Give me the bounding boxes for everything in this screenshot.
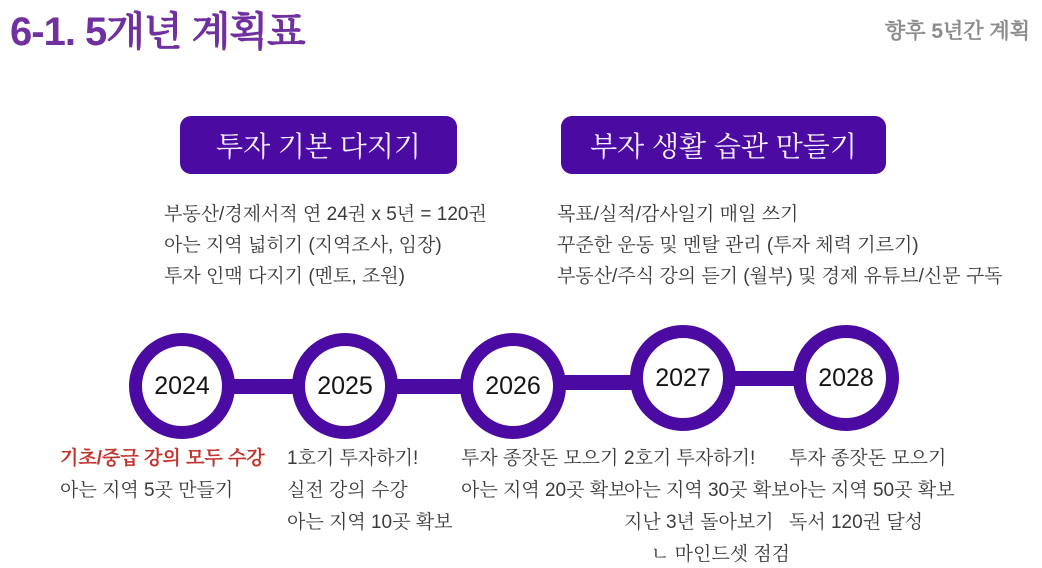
year-label: 2024	[154, 371, 210, 400]
goals-2028	[789, 443, 954, 539]
text-line: 아는 지역 20곳 확보	[461, 480, 627, 501]
year-label: 2025	[317, 371, 373, 400]
text-line: 기초/중급 강의 모두 수강	[60, 448, 265, 469]
text-line: 아는 지역 50곳 확보	[789, 480, 955, 501]
section-header-investment-basics: 투자 기본 다지기	[180, 116, 457, 174]
text-line: 목표/실적/감사일기 매일 쓰기	[557, 204, 799, 225]
text-line: 지난 3년 돌아보기	[624, 512, 774, 533]
section-header-rich-habits: 부자 생활 습관 만들기	[561, 116, 886, 174]
text-line: 아는 지역 5곳 만들기	[60, 480, 234, 501]
text-line: 투자 인맥 다지기 (멘토, 조원)	[164, 266, 405, 287]
text-line: 아는 지역 10곳 확보	[287, 512, 453, 533]
text-line: 1호기 투자하기!	[287, 448, 419, 469]
text-line: 실전 강의 수강	[287, 480, 408, 501]
text-line: 아는 지역 30곳 확보	[624, 480, 790, 501]
timeline-node-2024	[129, 333, 235, 439]
year-label: 2027	[655, 363, 711, 392]
text-line: 부동산/경제서적 연 24권 x 5년 = 120권	[164, 204, 487, 225]
text-line: 꾸준한 운동 및 멘탈 관리 (투자 체력 기르기)	[557, 235, 919, 256]
year-label: 2028	[818, 363, 874, 392]
text-line: 투자 종잣돈 모으기	[789, 448, 947, 469]
goals-2024	[60, 443, 265, 507]
section-items-investment-basics	[164, 199, 487, 292]
text-line: 2호기 투자하기!	[624, 448, 756, 469]
top-right-note: 향후 5년간 계획	[884, 20, 1030, 43]
goals-2027	[624, 443, 790, 568]
timeline-node-2026	[460, 333, 566, 439]
page-title: 6-1. 5개년 계획표	[10, 10, 305, 54]
text-line: 부동산/주식 강의 듣기 (월부) 및 경제 유튜브/신문 구독	[557, 266, 1003, 287]
text-line: 아는 지역 넓히기 (지역조사, 임장)	[164, 235, 442, 256]
text-line: 투자 종잣돈 모으기	[461, 448, 619, 469]
goals-2025	[287, 443, 452, 539]
text-line: ㄴ 마인드셋 점검	[651, 544, 791, 565]
goals-2026	[461, 443, 626, 507]
section-items-rich-habits	[557, 199, 1003, 292]
year-label: 2026	[485, 371, 541, 400]
timeline-node-2027	[630, 325, 736, 431]
timeline-node-2028	[793, 325, 899, 431]
text-line: 독서 120권 달성	[789, 512, 924, 533]
timeline-node-2025	[292, 333, 398, 439]
